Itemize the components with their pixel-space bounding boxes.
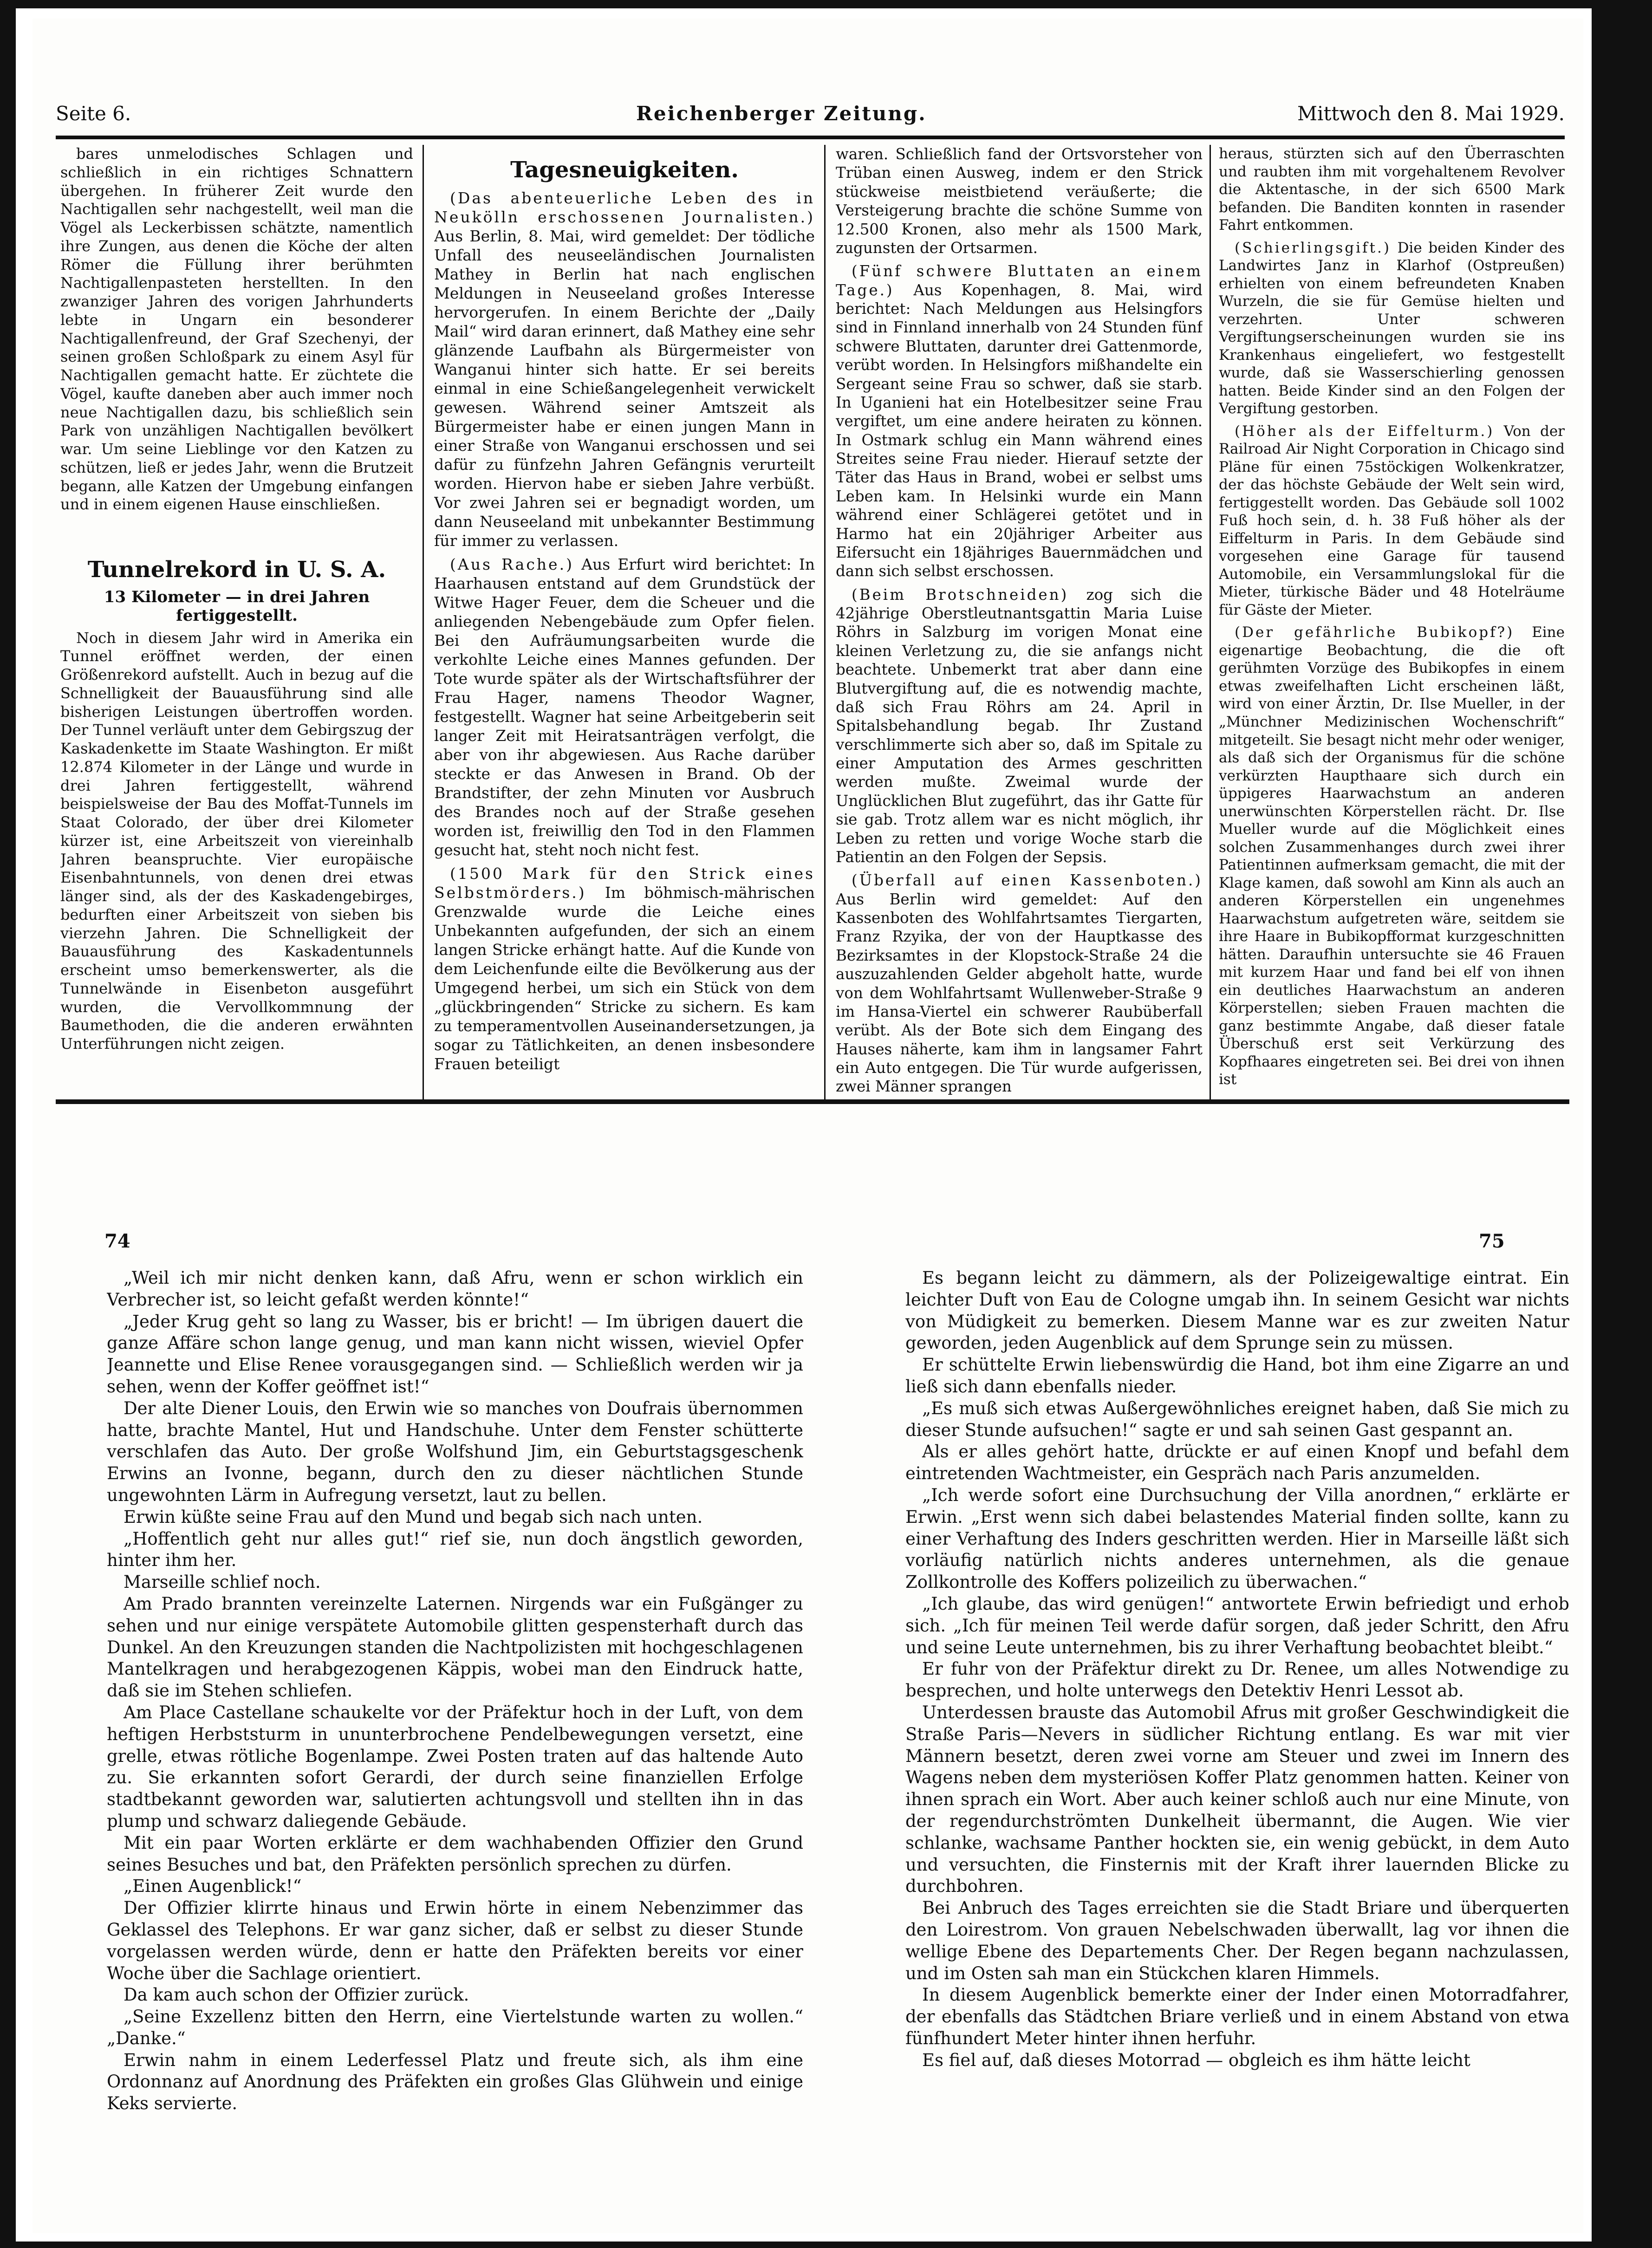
book-paragraph: „Jeder Krug geht so lang zu Wasser, bis er bricht! — Im übrigen dauert die ganze Affäre schon lange genug, und man kann nicht wissen, wieviel Opfer Jeannette und Elise Renee vorausgegangen sind. — Schließlich werden wir ja sehen, wenn der Koffer geöffnet ist!“: [107, 1311, 803, 1397]
book-paragraph: „Ich werde sofort eine Durchsuchung der Villa anordnen,“ erklärte er Erwin. „Erst wenn sich dabei belastendes Material finden sollte, kann zu einer Verhaftung des Inders geschritten werden. Hier in Marseille läßt sich vorläufig natürlich nichts anderes unternehmen, als die genaue Zollkontrolle des Koffers polizeilich zu überwachen.“: [905, 1485, 1569, 1592]
page-label: Seite 6.: [56, 102, 131, 125]
news-item-lead: (Das abenteuerliche Leben des in Neukölln erschossenen Journalisten.): [434, 189, 815, 226]
book-paragraph: Der alte Diener Louis, den Erwin wie so manches von Doufrais übernommen hatte, brachte Mantel, Hut und Handschuhe. Unter dem Fenster schütterte verschlafen das Auto. Der große Wolfshund Jim, ein Geburtstagsgeschenk Erwins an Ivonne, begann, durch den zu dieser nächtlichen Stunde ungewohnten Lärm in Aufregung versetzt, laut zu bellen.: [107, 1398, 803, 1505]
news-item-body: zog sich die 42jährige Oberstleutnantsgattin Maria Luise Röhrs in Salzburg im vorigen Monat eine kleinen Verletzung zu, die sie anfangs nicht beachtete. Unbemerkt trat aber dann eine Blutvergiftung auf, die es notwendig machte, daß sich Frau Röhrs am 24. April in Spitalsbehandlung begab. Ihr Zustand verschlimmerte sich aber so, daß im Spitale zu einer Amputation des Armes geschritten werden mußte. Zweimal wurde der Unglücklichen Blut zugeführt, das ihr Gatte für sie gab. Trotz allem war es nicht möglich, ihr Leben zu retten und vorige Woche starb die Patientin an den Folgen der Sepsis.: [836, 585, 1203, 866]
book-paragraph: Am Place Castellane schaukelte vor der Präfektur hoch in der Luft, von dem heftigen Herbststurm in ununterbrochene Pendelbewegungen versetzt, eine grelle, etwas rötliche Bogenlampe. Zwei Posten traten auf das haltende Auto zu. Sie erkannten sofort Gerardi, der durch seine finanziellen Erfolge stadtbekannt geworden war, salutierten achtungsvoll und stellten ihn in das plump und schwarz daliegende Gebäude.: [107, 1702, 803, 1831]
book-paragraph: Da kam auch schon der Offizier zurück.: [124, 1985, 469, 2005]
news-items-col3: [836, 145, 1203, 1096]
news-item-body: Aus Kopenhagen, 8. Mai, wird berichtet: Nach Meldungen aus Helsingfors sind in Finnland innerhalb von 24 Stunden fünf schwere Bluttaten, darunter drei Gattenmorde, verübt worden. In Helsingfors mißhandelte ein Sergeant seine Frau so schwer, daß sie starb. In Uganieni hat ein Hotelbesitzer seine Frau vergiftet, um eine andere heiraten zu können. In Ostmark schlug ein Mann während eines Streites seine Frau nieder. Hierauf setzte der Täter das Haus in Brand, wobei er selbst ums Leben kam. In Helsinki wurde ein Mann während einer Schlägerei getötet und in Harmo hat ein 20jähriger Arbeiter aus Eifersucht ein 18jähriges Bauernmädchen und dann sich selbst erschossen.: [836, 281, 1203, 580]
book-paragraph: Mit ein paar Worten erklärte er dem wachhabenden Offizier den Grund seines Besuches und bat, den Präfekten persönlich sprechen zu dürfen.: [107, 1832, 803, 1875]
news-item-lead: (Aus Rache.): [450, 555, 574, 573]
tunnel-heading: Tunnelrekord in U. S. A.: [87, 557, 386, 583]
column-4: [1219, 145, 1565, 1097]
book-paragraph: Erwin küßte seine Frau auf den Mund und begab sich nach unten.: [124, 1507, 703, 1527]
news-item-body: Von der Railroad Air Night Corporation in Chicago sind Pläne für einen 75stöckigen Wolkenkratzer, der das höchste Gebäude der Welt sein wird, fertiggestellt worden. Das Gebäude soll 1002 Fuß hoch sein, d. h. 38 Fuß höher als der Eiffelturm in Paris. In dem Gebäude sind vorgesehen eine Garage für tausend Automobile, ein Versammlungslokal für die Mieter, türkische Bäder und 48 Hotelräume für Gäste der Mieter.: [1219, 422, 1565, 618]
book-paragraph: „Es muß sich etwas Außergewöhnliches ereignet haben, daß Sie mich zu dieser Stunde aufsuchen!“ sagte er und sah seinen Gast gespannt an.: [905, 1398, 1569, 1440]
book-paragraph: „Weil ich mir nicht denken kann, daß Afru, wenn er schon wirklich ein Verbrecher ist, so leicht gefaßt werden könnte!“: [107, 1268, 803, 1310]
news-item: [434, 188, 815, 550]
book-paragraph: Erwin nahm in einem Lederfessel Platz und freute sich, als ihm eine Ordonnanz auf Anordnung des Präfekten ein großes Glas Glühwein und einige Keks servierte.: [107, 2050, 803, 2114]
news-item-body: Aus Berlin, 8. Mai, wird gemeldet: Der tödliche Unfall des neuseeländischen Journalisten Mathey in Berlin hat nach englischen Meldungen in Neuseeland großes Interesse hervorgerufen. In einem Berichte der „Daily Mail“ wird daran erinnert, daß Mathey eine sehr glänzende Laufbahn als Bürgermeister von Wanganui hinter sich hatte. Er sei bereits einmal in eine Schießangelegenheit verwickelt gewesen. Während seiner Amtszeit als Bürgermeister habe er einen jungen Mann in einer Straße von Wanganui erschossen und sei dafür zu fünfzehn Jahren Gefängnis verurteilt worden. Hiervon habe er sieben Jahre verbüßt. Vor zwei Jahren sei er begnadigt worden, um dann Neuseeland mit unbekannter Bestimmung für immer zu verlassen.: [434, 227, 815, 550]
news-items-col2: [434, 188, 815, 1073]
book-paragraph: „Ich glaube, das wird genügen!“ antwortete Erwin befriedigt und erhob sich. „Ich für meinen Teil werde dafür sorgen, daß jeder Schritt, den Afru und seine Leute unternehmen, bis zu ihrer Verhaftung beobachtet bleibt.“: [905, 1593, 1569, 1657]
news-item: [836, 871, 1203, 1096]
column-1: [60, 145, 413, 1064]
header-rule: [56, 136, 1565, 139]
news-item: [1219, 422, 1565, 619]
book-paragraph: Unterdessen brauste das Automobil Afrus mit großer Geschwindigkeit die Straße Paris—Nevers in südlicher Richtung entlang. Es war mit vier Männern besetzt, deren zwei vorne am Steuer und zwei im Innern des Wagens neben dem mysteriösen Koffer Platz genommen hatten. Keiner von ihnen sprach ein Wort. Aber auch keiner schloß auch nur eine Minute, von der regendurchströmten Dunkelheit übermannt, die Augen. Wie vier schlanke, wachsame Panther hockten sie, ein wenig gebückt, in dem Auto und versuchten, die Finsternis mit der Kraft ihrer lauernden Blicke zu durchbohren.: [905, 1702, 1569, 1897]
news-item: [434, 555, 815, 859]
news-items-col4: [1219, 145, 1565, 1089]
news-item: [836, 262, 1203, 580]
issue-date: Mittwoch den 8. Mai 1929.: [1297, 102, 1565, 125]
book-paragraph: Es begann leicht zu dämmern, als der Polizeigewaltige eintrat. Ein leichter Duft von Eau de Cologne umgab ihn. In seinem Gesicht war nichts von Müdigkeit zu bemerken. Diesem Manne war es zur zweiten Natur geworden, jeden Augenblick auf dem Sprunge sein zu müssen.: [905, 1268, 1569, 1353]
news-item-lead: (Beim Brotschneiden): [852, 585, 1069, 604]
news-item-lead: (Schierlingsgift.): [1235, 239, 1391, 256]
masthead: Reichenberger Zeitung.: [636, 102, 927, 125]
news-item-body: waren. Schließlich fand der Ortsvorsteher von Trüban einen Ausweg, indem er den Strick stückweise meistbietend veräußerte; die Versteigerung brachte die schöne Summe von 12.500 Kronen, also mehr als 1500 Mark, zugunsten der Ortsarmen.: [836, 145, 1203, 257]
book-paragraph: Es fiel auf, daß dieses Motorrad — obgleich es ihm hätte leicht: [922, 2050, 1470, 2070]
news-item-body: Aus Berlin wird gemeldet: Auf den Kassenboten des Wohlfahrtsamtes Tiergarten, Franz Rzyika, der von der Hauptkasse des Bezirksamtes in der Klopstock-Straße 24 die auszuzahlenden Gelder abgeholt hatte, wurde von dem Wohlfahrtsamt Wullenweber-Straße 9 im Hansa-Viertel ein schwerer Raubüberfall verübt. Als der Bote sich dem Eingang des Hauses näherte, kam ihm in langsamer Fahrt ein Auto entgegen. Die Tür wurde aufgerissen, zwei Männer sprangen: [836, 890, 1203, 1096]
news-item: [1219, 239, 1565, 418]
nightingale-text: bares unmelodisches Schlagen und schließlich in ein richtiges Schnattern übergehen. In früherer Zeit wurde den Nachtigallen sehr nachgestellt, weil man die Vögel als Leckerbissen schätzte, namentlich ihre Zungen, aus denen die Köche der alten Römer die Füllung ihrer berühmten Nachtigallenpasteten herstellten. In den zwanziger Jahren des vorigen Jahrhunderts lebte in Ungarn ein besonderer Nachtigallenfreund, der Graf Szechenyi, der seinen großen Schloßpark zu einem Asyl für Nachtigallen gemacht hatte. Er züchtete die Vögel, kaufte daneben aber auch immer noch neue Nachtigallen dazu, bis schließlich sein Park von unzähligen Nachtigallen bevölkert war. Um seine Lieblinge vor den Katzen zu schützen, ließ er jedes Jahr, wenn die Brutzeit begann, alle Katzen der Umgebung einfangen und in einem eigenen Hause einschließen.: [60, 145, 413, 513]
newspaper-header: [56, 102, 1565, 139]
news-item-lead: (1500 Mark für den Strick eines Selbstmörders.): [434, 864, 815, 902]
news-item: [434, 864, 815, 1073]
right-page-number: 75: [1479, 1230, 1505, 1252]
book-paragraph: „Seine Exzellenz bitten den Herrn, eine Viertelstunde warten zu wollen.“ „Danke.“: [107, 2007, 803, 2048]
tunnel-subheading: 13 Kilometer — in drei Jahren fertiggestellt.: [104, 588, 370, 625]
column-divider: [423, 145, 424, 1101]
news-heading: Tagesneuigkeiten.: [510, 157, 739, 183]
column-divider: [824, 145, 826, 1101]
book-paragraph: Er fuhr von der Präfektur direkt zu Dr. Renee, um alles Notwendige zu besprechen, und holte unterwegs den Detektiv Henri Lessot ab.: [905, 1659, 1569, 1701]
news-item-body: heraus, stürzten sich auf den Überraschten und raubten ihm mit vorgehaltenem Revolver die Aktentasche, in der sich 6500 Mark befanden. Die Banditen konnten in rasender Fahrt entkommen.: [1219, 145, 1565, 234]
book-right-page: [905, 1267, 1569, 2150]
tunnel-text: Noch in diesem Jahr wird in Amerika ein Tunnel eröffnet werden, der einen Größenrekord aufstellt. Auch in bezug auf die Schnelligkeit der Bauausführung sind alle bisherigen Leistungen übertroffen worden. Der Tunnel verläuft unter dem Gebirgszug der Kaskadenkette im Staate Washington. Er mißt 12.874 Kilometer in der Länge und wurde in drei Jahren fertiggestellt, während beispielsweise der Bau des Moffat-Tunnels im Staat Colorado, der über drei Kilometer kürzer ist, eine Arbeitszeit von viereinhalb Jahren beanspruchte. Vier europäische Eisenbahntunnels, von denen drei etwas länger sind, als der des Kaskadengebirges, bedurften einer Arbeitszeit von sieben bis vierzehn Jahren. Die Schnelligkeit der Bauausführung des Kaskadentunnels erscheint umso bemerkenswerter, als die Tunnelwände in Eisenbeton ausgeführt wurden, die Vervollkommnung der Baumethoden, die die anderen erwähnten Unterführungen nicht zeigen.: [60, 629, 413, 1053]
book-paragraph: Am Prado brannten vereinzelte Laternen. Nirgends war ein Fußgänger zu sehen und nur einige verspätete Automobile glitten gespensterhaft durch das Dunkel. An den Kreuzungen standen die Nachtpolizisten mit hochgeschlagenen Mantelkragen und herabgezogenen Käppis, wobei man den Eindruck hatte, daß sie im Stehen schliefen.: [107, 1593, 803, 1701]
news-item: [1219, 624, 1565, 1088]
book-paragraph: Er schüttelte Erwin liebenswürdig die Hand, bot ihm eine Zigarre an und ließ sich dann ebenfalls nieder.: [905, 1355, 1569, 1397]
column-3: [836, 145, 1203, 1097]
news-item-lead: (Höher als der Eiffelturm.): [1235, 422, 1495, 440]
column-divider: [1210, 145, 1211, 1101]
newspaper-bottom-rule: [56, 1099, 1569, 1104]
news-item-lead: (Der gefährliche Bubikopf?): [1235, 624, 1515, 641]
book-paragraph: Marseille schlief noch.: [124, 1572, 321, 1592]
news-item-body: Im böhmisch-mährischen Grenzwalde wurde die Leiche eines Unbekannten aufgefunden, der sich an einem langen Stricke erhängt hatte. Auf die Kunde von dem Leichenfunde eilte die Bevölkerung aus der Umgegend herbei, um sich ein Stück von dem „glückbringenden“ Stricke zu sichern. Es kam zu temperamentvollen Auseinandersetzungen, ja sogar zu Tätlichkeiten, an denen insbesondere Frauen beteiligt: [434, 884, 815, 1073]
book-paragraph: Der Offizier klirrte hinaus und Erwin hörte in einem Nebenzimmer das Geklassel des Telephons. Er war ganz sicher, daß er selbst zu dieser Stunde vorgelassen werden würde, denn er hatte den Präfekten bereits vor einer Woche über die Sachlage orientiert.: [107, 1898, 803, 1983]
news-item-lead: (Fünf schwere Bluttaten an einem Tage.): [836, 262, 1203, 299]
book-right-paragraphs: [905, 1267, 1569, 2071]
news-item-body: Die beiden Kinder des Landwirtes Janz in Klarhof (Ostpreußen) erhielten von einem befreundeten Knaben Wurzeln, die sie für Gemüse hielten und verzehrten. Unter schweren Vergiftungserscheinungen wurden sie ins Krankenhaus eingeliefert, wo festgestellt wurde, daß sie Wasserschierling genossen hatten. Beide Kinder sind an den Folgen der Vergiftung gestorben.: [1219, 239, 1565, 417]
news-item: [1219, 145, 1565, 234]
column-2: [434, 153, 815, 1096]
news-item: [836, 585, 1203, 867]
news-item-body: Aus Erfurt wird berichtet: In Haarhausen entstand auf dem Grundstück der Witwe Hager Feuer, dem die Scheuer und die anliegenden Nebengebäude zum Opfer fielen. Bei den Aufräumungsarbeiten wurde die verkohlte Leiche eines Mannes gefunden. Der Tote wurde später als der Wirtschaftsführer der Frau Hager, namens Theodor Wagner, festgestellt. Wagner hat seine Arbeitgeberin seit langer Zeit mit Heiratsanträgen verfolgt, die aber von ihr abgewiesen. Aus Rache darüber steckte er das Anwesen in Brand. Ob der Brandstifter, der zehn Minuten vor Ausbruch des Brandes noch auf der Straße gesehen worden ist, freiwillig den Tod in den Flammen gesucht hat, steht noch nicht fest.: [434, 555, 815, 859]
book-paragraph: „Einen Augenblick!“: [124, 1876, 302, 1897]
news-item-lead: (Überfall auf einen Kassenboten.): [852, 871, 1203, 890]
book-paragraph: In diesem Augenblick bemerkte einer der Inder einen Motorradfahrer, der ebenfalls das Städtchen Briare verließ und in einem Abstand von etwa fünfhundert Meter hinter ihnen herfuhr.: [905, 1985, 1569, 2048]
book-paragraph: „Hoffentlich geht nur alles gut!“ rief sie, nun doch ängstlich geworden, hinter ihm her.: [107, 1528, 803, 1571]
left-page-number: 74: [104, 1230, 130, 1252]
book-left-page: [107, 1267, 803, 2150]
book-paragraph: Bei Anbruch des Tages erreichten sie die Stadt Briare und überquerten den Loirestrom. Von grauen Nebelschwaden überwallt, lag vor ihnen die wellige Ebene des Departements Cher. Der Regen begann nachzulassen, und im Osten sah man ein Stückchen klaren Himmels.: [905, 1898, 1569, 1983]
book-paragraph: Als er alles gehört hatte, drückte er auf einen Knopf und befahl dem eintretenden Wachtmeister, ein Gespräch nach Paris anzumelden.: [905, 1442, 1569, 1484]
news-item: [836, 145, 1203, 257]
news-item-body: Eine eigenartige Beobachtung, die die oft gerühmten Vorzüge des Bubikopfes in einem etwas zweifelhaften Licht erscheinen läßt, wird von einer Ärztin, Dr. Ilse Mueller, in der „Münchner Medizinischen Wochenschrift“ mitgeteilt. Sie besagt nicht mehr oder weniger, als daß sich der Organismus für die schöne verkürzten Haupthaare sich durch ein üppigeres Haarwachstum an anderen unerwünschten Körperstellen rächt. Dr. Ilse Mueller wurde auf die Möglichkeit eines solchen Zusammenhanges durch zwei ihrer Patientinnen aufmerksam gemacht, die mit der Klage kamen, daß sowohl am Kinn als auch an anderen Körperstellen ein ungenehmes Haarwachstum aufgetreten wäre, seitdem sie ihre Haare in Bubikopfformat kurzgeschnitten hätten. Daraufhin untersuchte sie 46 Frauen mit kurzem Haar und fand bei elf von ihnen ein deutliches Haarwachstum an anderen Körperstellen; sieben Frauen machten die ganz bestimmte Angabe, daß dieser fatale Überschuß erst seit Verkürzung des Kopfhaares eingetreten sei. Bei drei von ihnen ist: [1219, 624, 1565, 1088]
book-left-paragraphs: [107, 1267, 803, 2115]
